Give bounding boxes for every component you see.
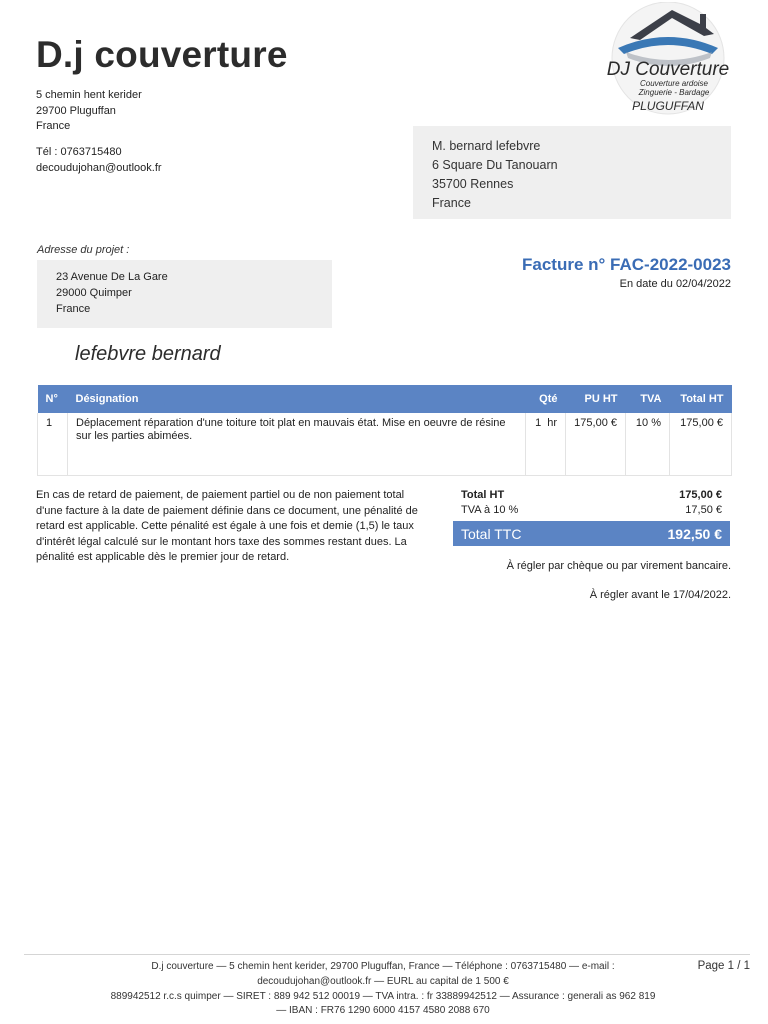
invoice-date: En date du 02/04/2022 bbox=[619, 278, 731, 290]
company-logo bbox=[600, 2, 736, 118]
footer-line: 889942512 r.c.s quimper — SIRET : 889 942 512 00019 — TVA intra. : fr 33889942512 — Assurance : generali as 962 819 bbox=[110, 990, 656, 1002]
logo-tagline-1: Couverture ardoise bbox=[639, 79, 709, 88]
logo-tagline-2: Zinguerie - Bardage bbox=[638, 88, 710, 97]
footer-line: D.j couverture — 5 chemin hent kerider, 29700 Pluguffan, France — Téléphone : 0763715480 — e-mail : bbox=[151, 961, 615, 972]
late-payment-terms: En cas de retard de paiement, de paiement partiel ou de non paiement total d'une facture à la date de paiement définie dans ce document, une pénalité de retard est applicable. Cette pénalité est égale à une fois et demie (1,5) le taux d'intérêt légal calculé sur le montant hors taxe des sommes restant dues. La pénalité est applicable dès le premier jour de retard. bbox=[36, 489, 418, 563]
row-unit-price: 175,00 € bbox=[566, 413, 626, 476]
column-header-num: N° bbox=[38, 385, 68, 413]
table-header-row bbox=[38, 385, 732, 413]
row-total: 175,00 € bbox=[670, 413, 732, 476]
payment-method: À régler par chèque ou par virement bancaire. bbox=[506, 560, 731, 572]
project-address-label: Adresse du projet : bbox=[37, 244, 130, 256]
column-header-tva: TVA bbox=[626, 385, 670, 413]
company-phone: Tél : 0763715480 bbox=[36, 146, 122, 158]
column-header-total: Total HT bbox=[670, 385, 732, 413]
company-address-line: 5 chemin hent kerider bbox=[36, 89, 142, 101]
project-address-line: 29000 Quimper bbox=[56, 287, 132, 299]
row-num: 1 bbox=[38, 413, 68, 476]
total-ttc-value: 192,50 € bbox=[667, 525, 722, 542]
totals-block bbox=[453, 488, 730, 546]
total-ttc-row bbox=[453, 521, 730, 546]
invoice-items-table bbox=[37, 385, 732, 476]
legal-footer bbox=[80, 960, 686, 1019]
payment-due-date: À régler avant le 17/04/2022. bbox=[589, 589, 731, 601]
footer-line: decoudujohan@outlook.fr — EURL au capital de 1 500 € bbox=[257, 975, 509, 987]
invoice-title: Facture n° FAC-2022-0023 bbox=[522, 255, 731, 274]
company-address-line: France bbox=[36, 120, 71, 132]
table-row bbox=[38, 413, 732, 476]
total-ht-value: 175,00 € bbox=[679, 489, 722, 501]
project-address-line: 23 Avenue De La Gare bbox=[56, 271, 168, 283]
client-address-line: France bbox=[432, 196, 471, 210]
tva-row bbox=[453, 503, 730, 518]
project-address-box bbox=[37, 260, 332, 328]
company-contact bbox=[36, 145, 162, 176]
total-ht-label: Total HT bbox=[461, 489, 505, 501]
client-address-box bbox=[413, 126, 731, 219]
total-ttc-label: Total TTC bbox=[461, 525, 522, 542]
row-qty bbox=[526, 413, 566, 476]
column-header-pu: PU HT bbox=[566, 385, 626, 413]
tva-value: 17,50 € bbox=[685, 504, 722, 516]
footer-divider bbox=[24, 954, 750, 955]
page-number: Page 1 / 1 bbox=[697, 960, 750, 972]
column-header-designation: Désignation bbox=[68, 385, 526, 413]
row-tva: 10 % bbox=[626, 413, 670, 476]
company-address-line: 29700 Pluguffan bbox=[36, 104, 116, 117]
row-qty-value: 1 bbox=[535, 417, 542, 429]
footer-line: — IBAN : FR76 1290 6000 4157 4580 2088 670 bbox=[276, 1005, 490, 1017]
company-name: D.j couverture bbox=[36, 34, 288, 75]
client-address-line: 35700 Rennes bbox=[432, 177, 514, 191]
row-designation: Déplacement réparation d'une toiture toit plat en mauvais état. Mise en oeuvre de résine sur les parties abimées. bbox=[68, 413, 526, 476]
logo-city: PLUGUFFAN bbox=[632, 99, 704, 113]
client-name: M. bernard lefebvre bbox=[432, 139, 541, 153]
company-address bbox=[36, 88, 142, 135]
column-header-qty: Qté bbox=[526, 385, 566, 413]
tva-label: TVA à 10 % bbox=[461, 504, 519, 516]
company-email: decoudujohan@outlook.fr bbox=[36, 161, 162, 174]
row-qty-unit: hr bbox=[547, 417, 557, 429]
logo-brand: DJ Couverture bbox=[606, 59, 730, 80]
total-ht-row bbox=[453, 488, 730, 503]
client-address-line: 6 Square Du Tanouarn bbox=[432, 158, 558, 172]
project-address-line: France bbox=[56, 303, 91, 315]
invoice-subject: lefebvre bernard bbox=[75, 343, 221, 365]
